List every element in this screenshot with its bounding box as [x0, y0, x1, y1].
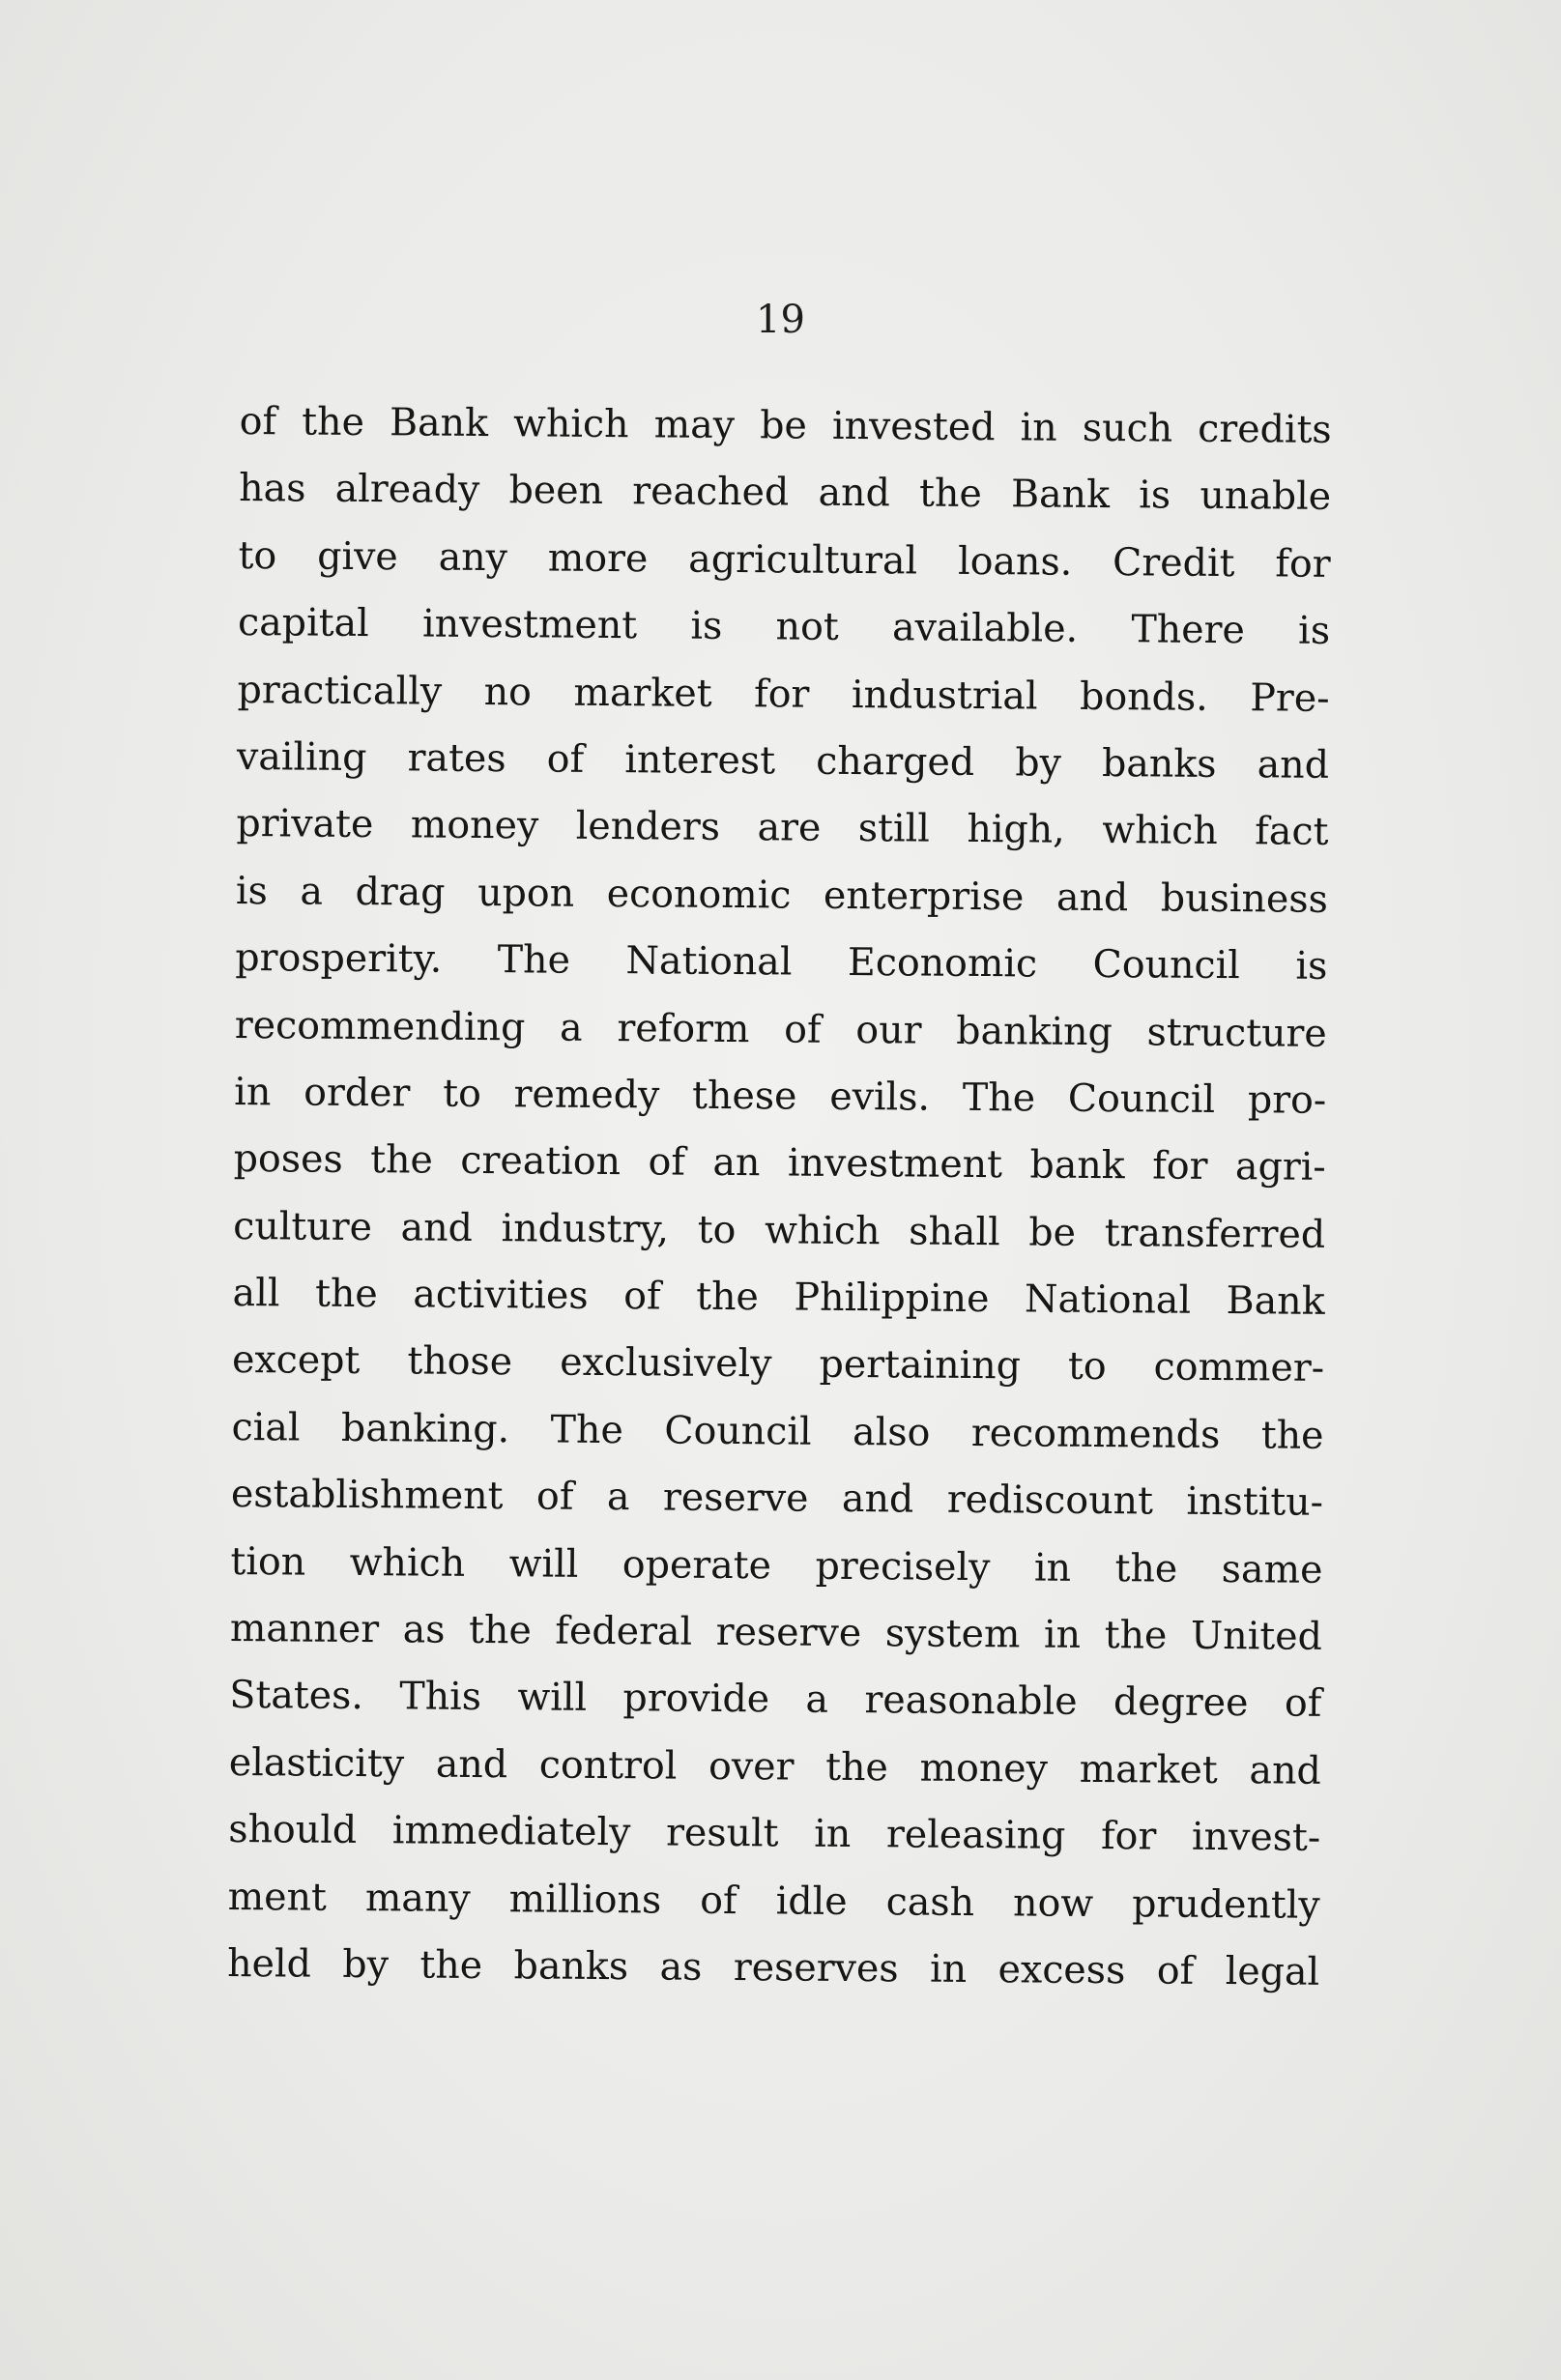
- text-line: prosperity. The National Economic Council is: [235, 935, 1328, 989]
- text-line: is a drag upon economic enterprise and business: [235, 868, 1329, 922]
- text-line: to give any more agricultural loans. Credit for: [238, 532, 1331, 587]
- body-text: [227, 388, 1332, 2006]
- text-line: manner as the federal reserve system in the United: [229, 1605, 1323, 1659]
- text-line: of the Bank which may be invested in such credits: [239, 398, 1332, 452]
- text-line: practically no market for industrial bonds. Pre-: [237, 667, 1330, 721]
- text-line: all the activities of the Philippine National Bank: [232, 1271, 1325, 1324]
- text-line: culture and industry, to which shall be transferred: [233, 1203, 1326, 1257]
- text-line: should immediately result in releasing for invest-: [228, 1807, 1321, 1861]
- text-line: private money lenders are still high, which fact: [236, 801, 1329, 855]
- text-line: tion which will operate precisely in the same: [230, 1538, 1323, 1592]
- text-line: States. This will provide a reasonable degree of: [229, 1673, 1322, 1727]
- text-line: cial banking. The Council also recommends the: [231, 1404, 1324, 1458]
- text-line: capital investment is not available. There is: [237, 600, 1331, 654]
- text-line: ment many millions of idle cash now prudently: [227, 1874, 1320, 1928]
- text-line: held by the banks as reserves in excess of legal: [227, 1940, 1320, 1994]
- text-line: establishment of a reserve and rediscount institu-: [230, 1472, 1324, 1526]
- text-line: has already been reached and the Bank is unable: [239, 466, 1332, 520]
- text-line: vailing rates of interest charged by banks and: [236, 733, 1330, 788]
- text-line: except those exclusively pertaining to commer-: [231, 1337, 1325, 1391]
- text-line: recommending a reform of our banking structure: [234, 1002, 1327, 1056]
- page-number: 19: [756, 298, 805, 342]
- text-line: poses the creation of an investment bank for agri-: [233, 1136, 1326, 1190]
- text-line: elasticity and control over the money market and: [228, 1739, 1321, 1793]
- text-line: in order to remedy these evils. The Council pro-: [234, 1069, 1327, 1123]
